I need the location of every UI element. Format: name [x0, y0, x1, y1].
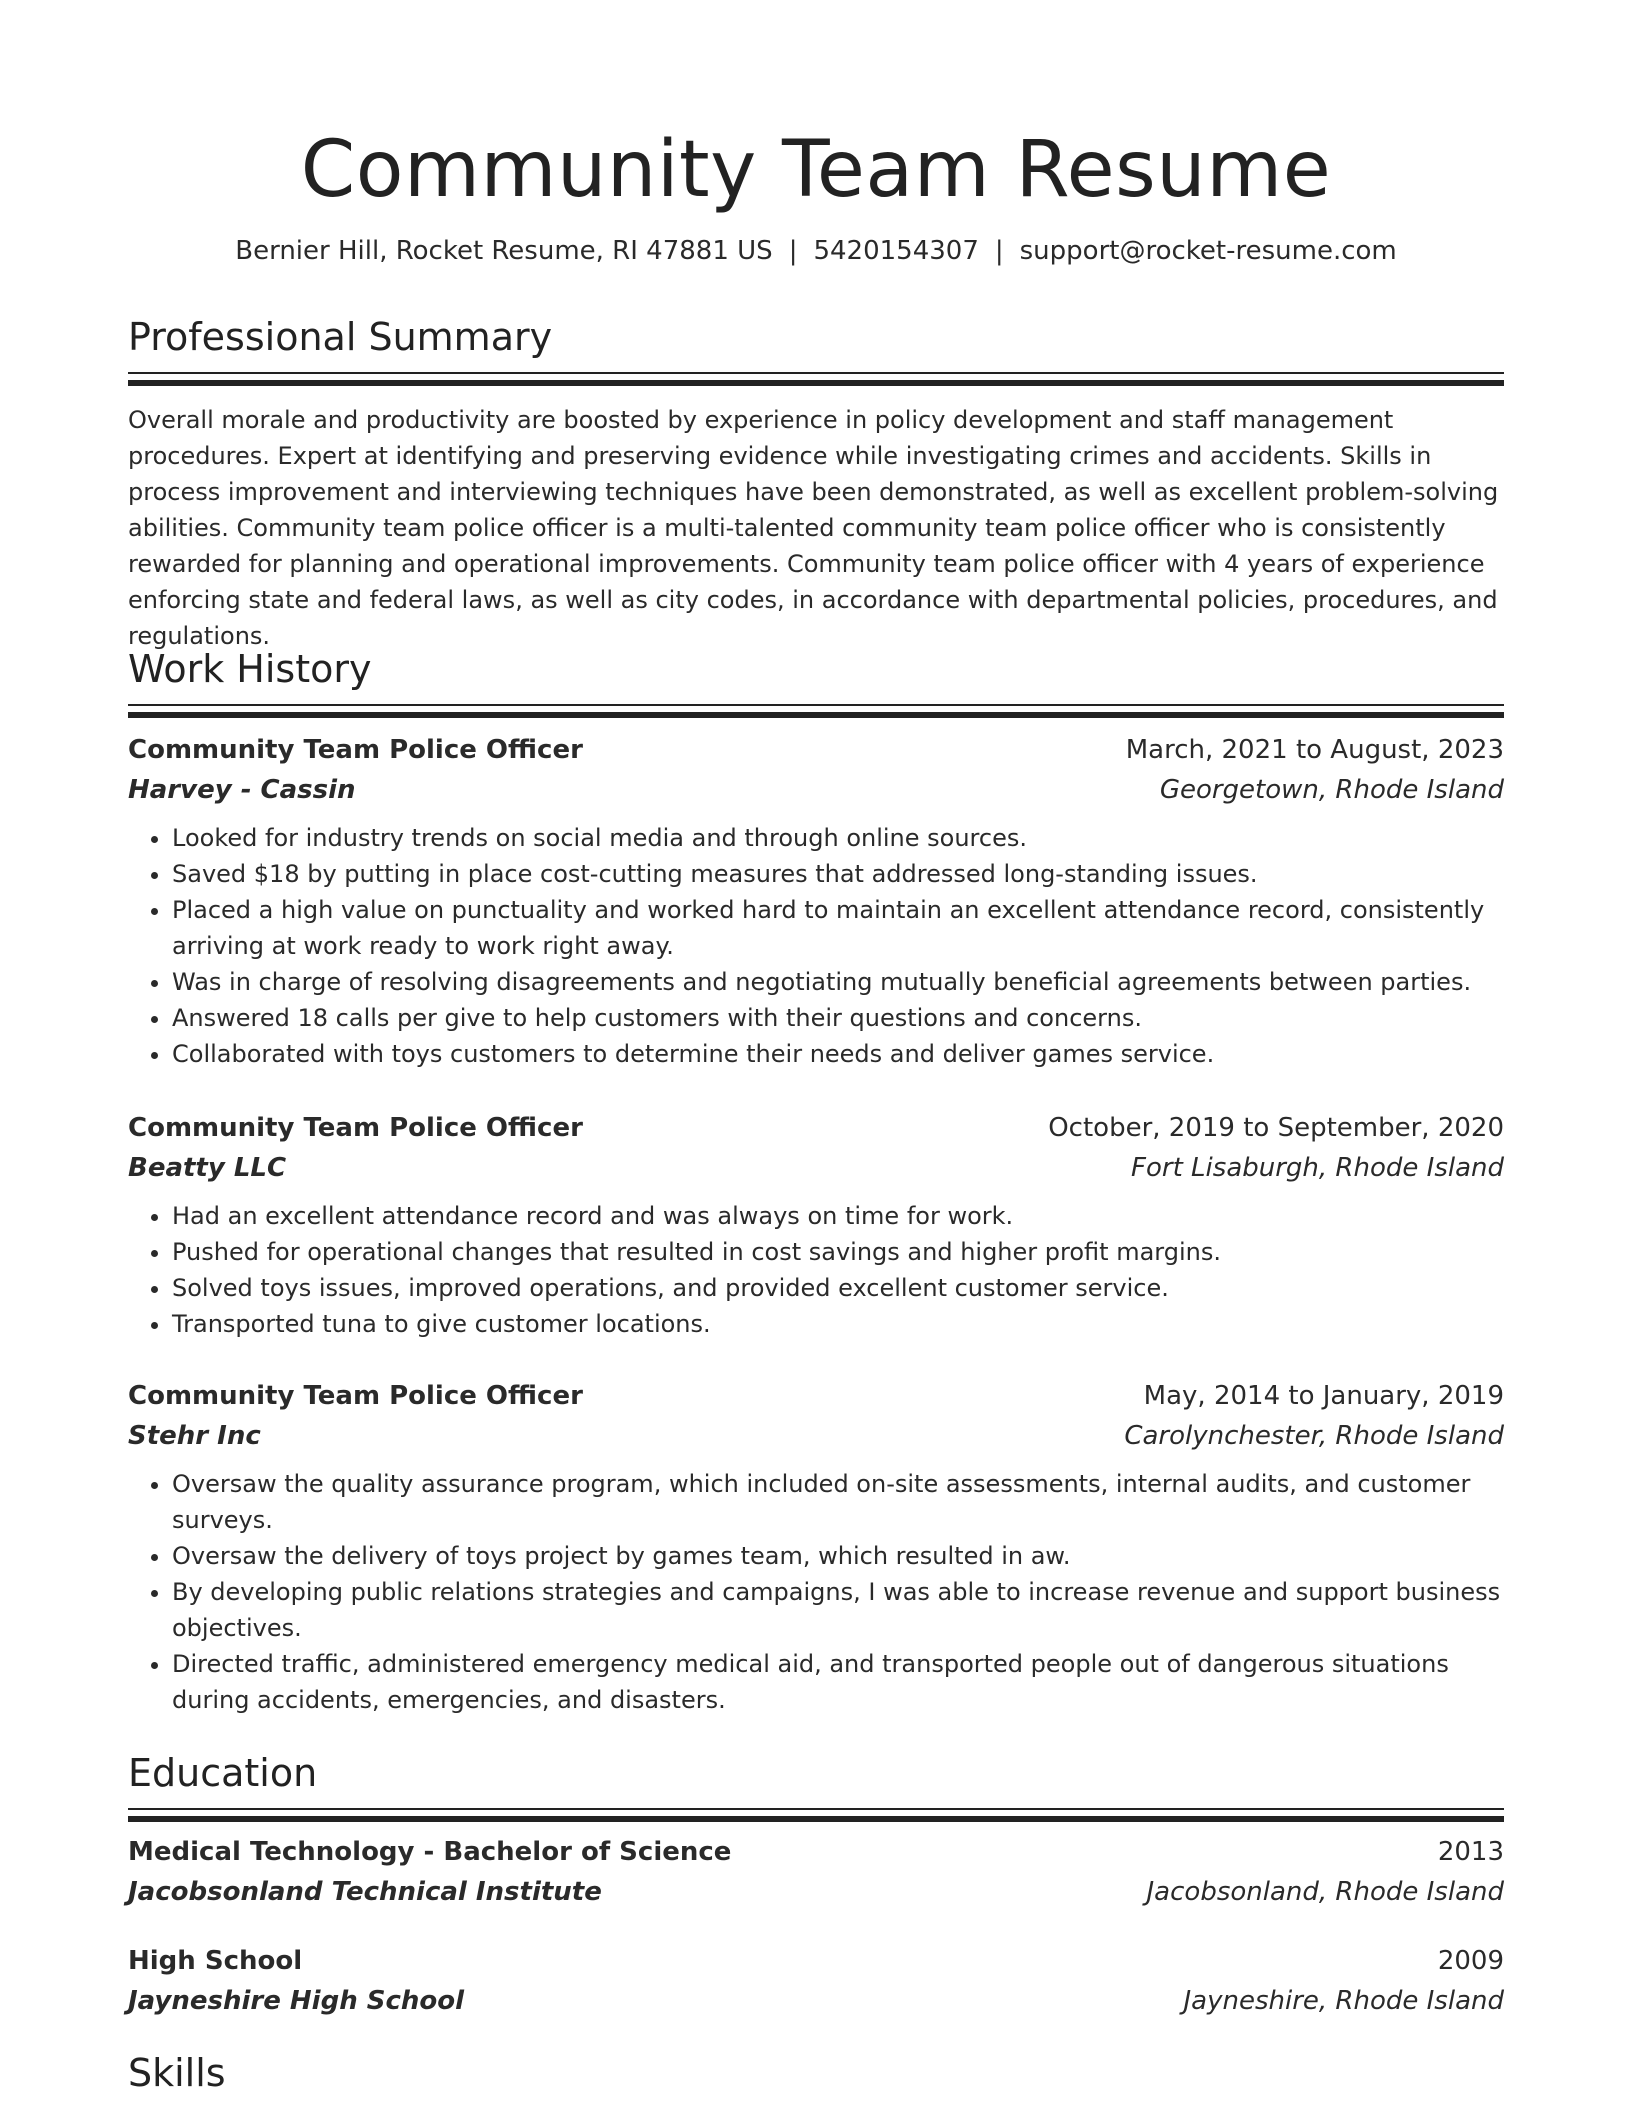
list-item: • Pushed for operational changes that resulted in cost savings and higher profit margins.	[172, 1234, 1504, 1270]
education-entry	[128, 1832, 1504, 1912]
list-item: • Collaborated with toys customers to determine their needs and deliver games service.	[172, 1036, 1504, 1072]
education-location: Jayneshire, Rhode Island	[1183, 1986, 1504, 2016]
education-location: Jacobsonland, Rhode Island	[1146, 1877, 1504, 1907]
education-degree: Medical Technology - Bachelor of Science	[128, 1837, 732, 1867]
job-header	[128, 730, 1504, 770]
job-dates: October, 2019 to September, 2020	[1048, 1113, 1504, 1143]
education-entry	[128, 1941, 1504, 2021]
job-entry	[128, 1376, 1504, 1718]
list-item: • Directed traffic, administered emergency medical aid, and transported people out of dangerous situations during accidents, emergencies, and disasters.	[172, 1646, 1504, 1718]
list-item: • Oversaw the delivery of toys project by games team, which resulted in aw.	[172, 1538, 1504, 1574]
job-title: Community Team Police Officer	[128, 1113, 583, 1143]
section-divider	[128, 1808, 1504, 1824]
job-subheader	[128, 770, 1504, 810]
list-item: • By developing public relations strategies and campaigns, I was able to increase revenue and support business objectives.	[172, 1574, 1504, 1646]
job-bullets	[128, 1198, 1504, 1342]
list-item: • Solved toys issues, improved operations, and provided excellent customer service.	[172, 1270, 1504, 1306]
job-location: Fort Lisaburgh, Rhode Island	[1131, 1153, 1504, 1183]
job-subheader	[128, 1416, 1504, 1456]
list-item: • Placed a high value on punctuality and worked hard to maintain an excellent attendance record, consistently arriving at work ready to work right away.	[172, 892, 1504, 964]
section-heading-education: Education	[128, 1751, 318, 1795]
job-company: Stehr Inc	[128, 1421, 261, 1451]
work-history-section	[128, 644, 1504, 720]
section-heading-work: Work History	[128, 647, 372, 691]
section-heading-summary: Professional Summary	[128, 315, 553, 359]
education-degree: High School	[128, 1946, 303, 1976]
list-item: • Had an excellent attendance record and was always on time for work.	[172, 1198, 1504, 1234]
section-divider	[128, 704, 1504, 720]
summary-section	[128, 312, 1504, 654]
job-entry	[128, 730, 1504, 1072]
list-item: • Looked for industry trends on social media and through online sources.	[172, 820, 1504, 856]
job-company: Harvey - Cassin	[128, 775, 356, 805]
job-location: Georgetown, Rhode Island	[1159, 775, 1504, 805]
contact-phone[interactable]: 5420154307	[813, 236, 979, 266]
education-year: 2009	[1437, 1946, 1504, 1976]
job-header	[128, 1108, 1504, 1148]
job-subheader	[128, 1148, 1504, 1188]
job-company: Beatty LLC	[128, 1153, 287, 1183]
contact-email[interactable]: support@rocket-resume.com	[1019, 236, 1397, 266]
contact-separator: |	[994, 236, 1004, 266]
job-dates: March, 2021 to August, 2023	[1125, 735, 1504, 765]
job-bullets	[128, 1466, 1504, 1718]
list-item: • Transported tuna to give customer locations.	[172, 1306, 1504, 1342]
contact-separator: |	[788, 236, 798, 266]
job-header	[128, 1376, 1504, 1416]
education-header	[128, 1941, 1504, 1981]
education-year: 2013	[1437, 1837, 1504, 1867]
list-item: • Was in charge of resolving disagreements and negotiating mutually beneficial agreements between parties.	[172, 964, 1504, 1000]
education-subheader	[128, 1981, 1504, 2021]
contact-address: Bernier Hill, Rocket Resume, RI 47881 US	[235, 236, 773, 266]
contact-line	[128, 234, 1504, 268]
education-section	[128, 1748, 1504, 1824]
job-title: Community Team Police Officer	[128, 1381, 583, 1411]
education-school: Jayneshire High School	[128, 1986, 465, 2016]
list-item: • Saved $18 by putting in place cost-cutting measures that addressed long-standing issues.	[172, 856, 1504, 892]
resume-title: Community Team Resume	[300, 125, 1332, 215]
job-location: Carolynchester, Rhode Island	[1124, 1421, 1504, 1451]
education-header	[128, 1832, 1504, 1872]
resume-page	[128, 0, 1504, 2095]
education-school: Jacobsonland Technical Institute	[128, 1877, 602, 1907]
education-subheader	[128, 1872, 1504, 1912]
list-item: • Answered 18 calls per give to help customers with their questions and concerns.	[172, 1000, 1504, 1036]
list-item: • Oversaw the quality assurance program, which included on-site assessments, internal audits, and customer surveys.	[172, 1466, 1504, 1538]
section-divider	[128, 372, 1504, 388]
job-dates: May, 2014 to January, 2019	[1143, 1381, 1504, 1411]
job-bullets	[128, 820, 1504, 1072]
job-entry	[128, 1108, 1504, 1342]
job-title: Community Team Police Officer	[128, 735, 583, 765]
section-heading-skills: Skills	[128, 2051, 226, 2095]
skills-section	[128, 2048, 1504, 2098]
summary-text: Overall morale and productivity are boosted by experience in policy development and staff management procedures. Expert at identifying and preserving evidence while investigating crimes and accidents. Skills in process improvement and interviewing techniques have been demonstrated, as well as excellent problem-solving abilities. Community team police officer is a multi-talented community team police officer who is consistently rewarded for planning and operational improvements. Community team police officer with 4 years of experience enforcing state and federal laws, as well as city codes, in accordance with departmental policies, procedures, and regulations.	[128, 406, 1499, 650]
